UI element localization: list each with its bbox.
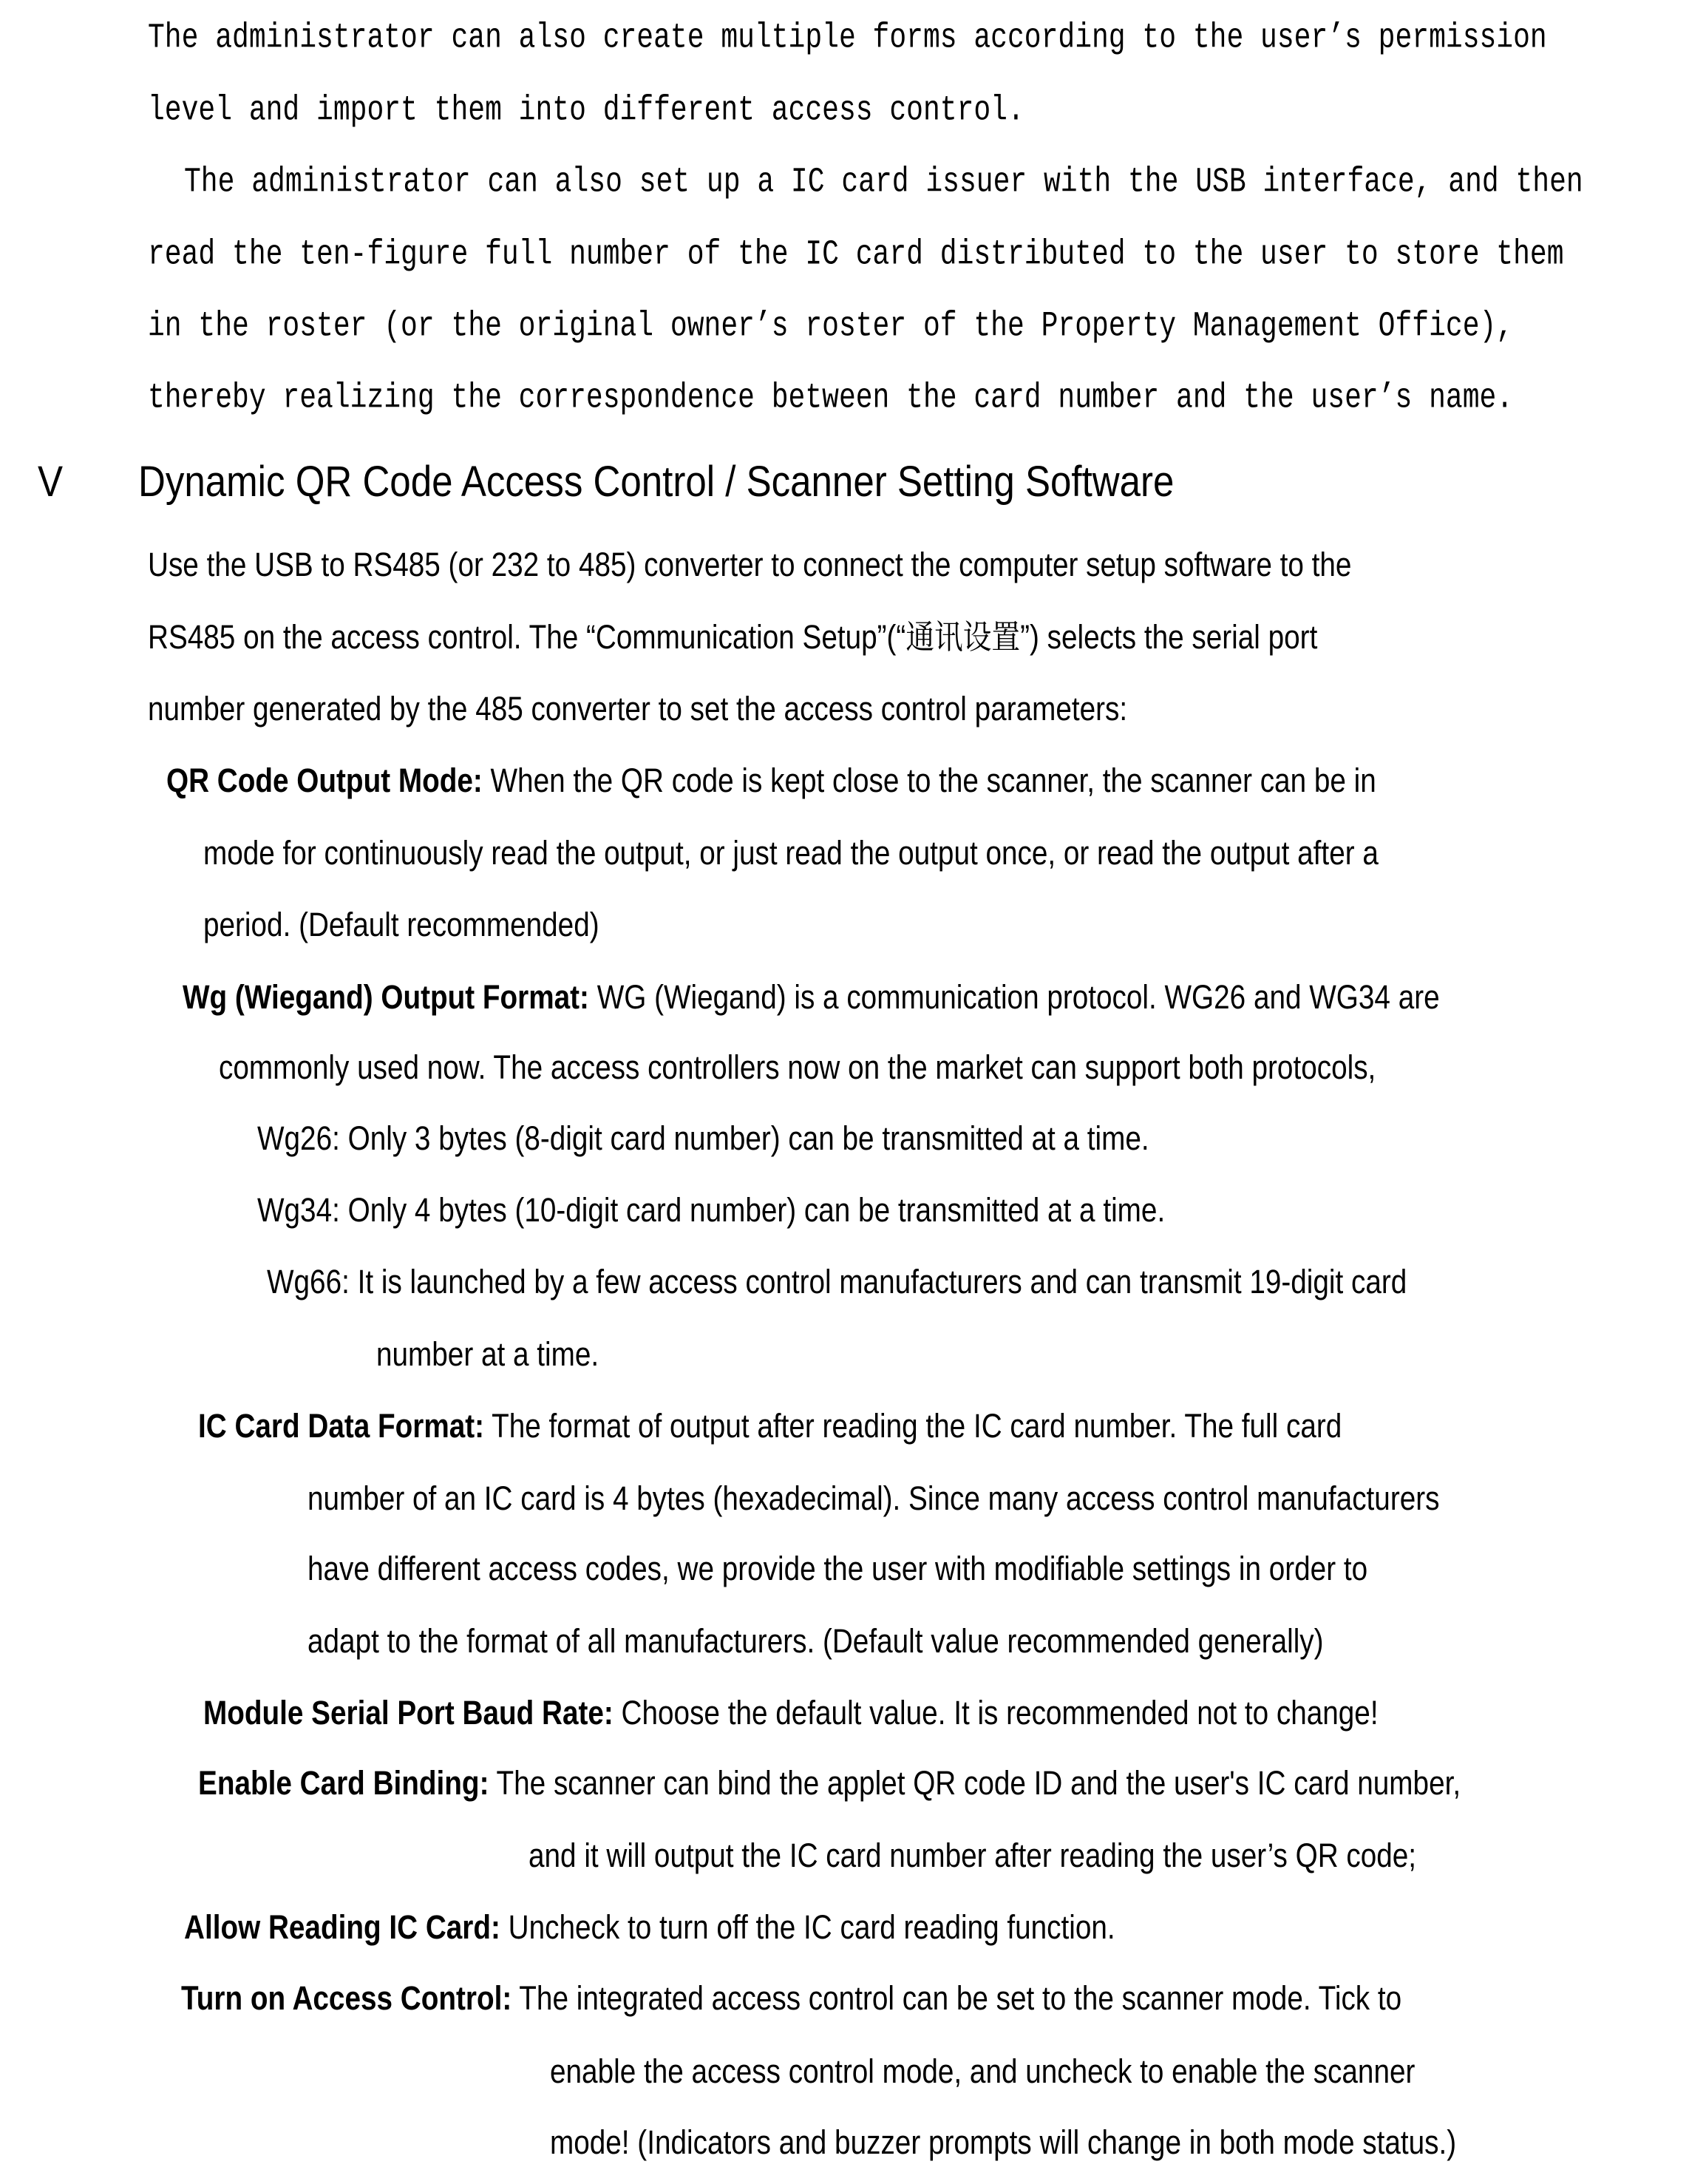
item-cont: mode for continuously read the output, or just read the output once, or read the output after a [203, 834, 1379, 872]
item-cont: have different access codes, we provide the user with modifiable settings in order to [307, 1550, 1368, 1587]
item-text: The format of output after reading the IC card number. The full card [484, 1407, 1342, 1445]
item-cont: number at a time. [376, 1335, 599, 1373]
intro-line: The administrator can also set up a IC card issuer with the USB interface, and then [184, 162, 1583, 203]
intro-line: level and import them into different access control. [148, 90, 1024, 131]
item-cont: Wg34: Only 4 bytes (10-digit card number) can be transmitted at a time. [257, 1191, 1166, 1229]
intro-line: read the ten-figure full number of the IC card distributed to the user to store them [148, 234, 1564, 275]
item-cont: and it will output the IC card number after reading the user’s QR code; [529, 1837, 1417, 1874]
item-cont: Wg66: It is launched by a few access control manufacturers and can transmit 19-digit card [267, 1263, 1407, 1300]
section-number: V [38, 458, 64, 506]
section-title: Dynamic QR Code Access Control / Scanner Setting Software [138, 458, 1175, 506]
item-label: Enable Card Binding: [198, 1764, 489, 1802]
paragraph-line: Use the USB to RS485 (or 232 to 485) converter to connect the computer setup software to the [148, 546, 1352, 583]
item-cont: mode! (Indicators and buzzer prompts will change in both mode status.) [550, 2123, 1457, 2161]
item-label: IC Card Data Format: [198, 1407, 485, 1445]
intro-line: in the roster (or the original owner’s roster of the Property Management Office), [148, 306, 1514, 347]
item-label: Turn on Access Control: [181, 1979, 512, 2017]
item-cont: period. (Default recommended) [203, 906, 599, 943]
item-cont: Wg26: Only 3 bytes (8-digit card number) can be transmitted at a time. [257, 1119, 1149, 1157]
item-label: Allow Reading IC Card: [184, 1908, 500, 1946]
item-text: Choose the default value. It is recommended not to change! [613, 1694, 1379, 1732]
item-text: The scanner can bind the applet QR code ID and the user's IC card number, [489, 1764, 1461, 1802]
item-cont: adapt to the format of all manufacturers. (Default value recommended generally) [307, 1622, 1324, 1660]
item-text: WG (Wiegand) is a communication protocol. WG26 and WG34 are [588, 978, 1440, 1016]
item-label: Module Serial Port Baud Rate: [203, 1694, 614, 1732]
item-label: QR Code Output Mode: [166, 762, 483, 799]
paragraph-line: number generated by the 485 converter to set the access control parameters: [148, 690, 1128, 728]
intro-line: thereby realizing the correspondence between the card number and the user’s name. [148, 378, 1514, 418]
item-cont: commonly used now. The access controllers now on the market can support both protocols, [219, 1048, 1376, 1086]
intro-line: The administrator can also create multiple forms according to the user’s permission [148, 18, 1547, 58]
item-cont: enable the access control mode, and uncheck to enable the scanner [550, 2052, 1416, 2090]
item-text: The integrated access control can be set to the scanner mode. Tick to [512, 1979, 1402, 2017]
item-label: Wg (Wiegand) Output Format: [183, 978, 589, 1016]
paragraph-line: RS485 on the access control. The “Communication Setup”(“通讯设置”) selects the serial port [148, 618, 1318, 656]
item-text: When the QR code is kept close to the scanner, the scanner can be in [482, 762, 1376, 799]
item-text: Uncheck to turn off the IC card reading function. [500, 1908, 1115, 1946]
item-cont: number of an IC card is 4 bytes (hexadecimal). Since many access control manufacturers [307, 1479, 1440, 1517]
